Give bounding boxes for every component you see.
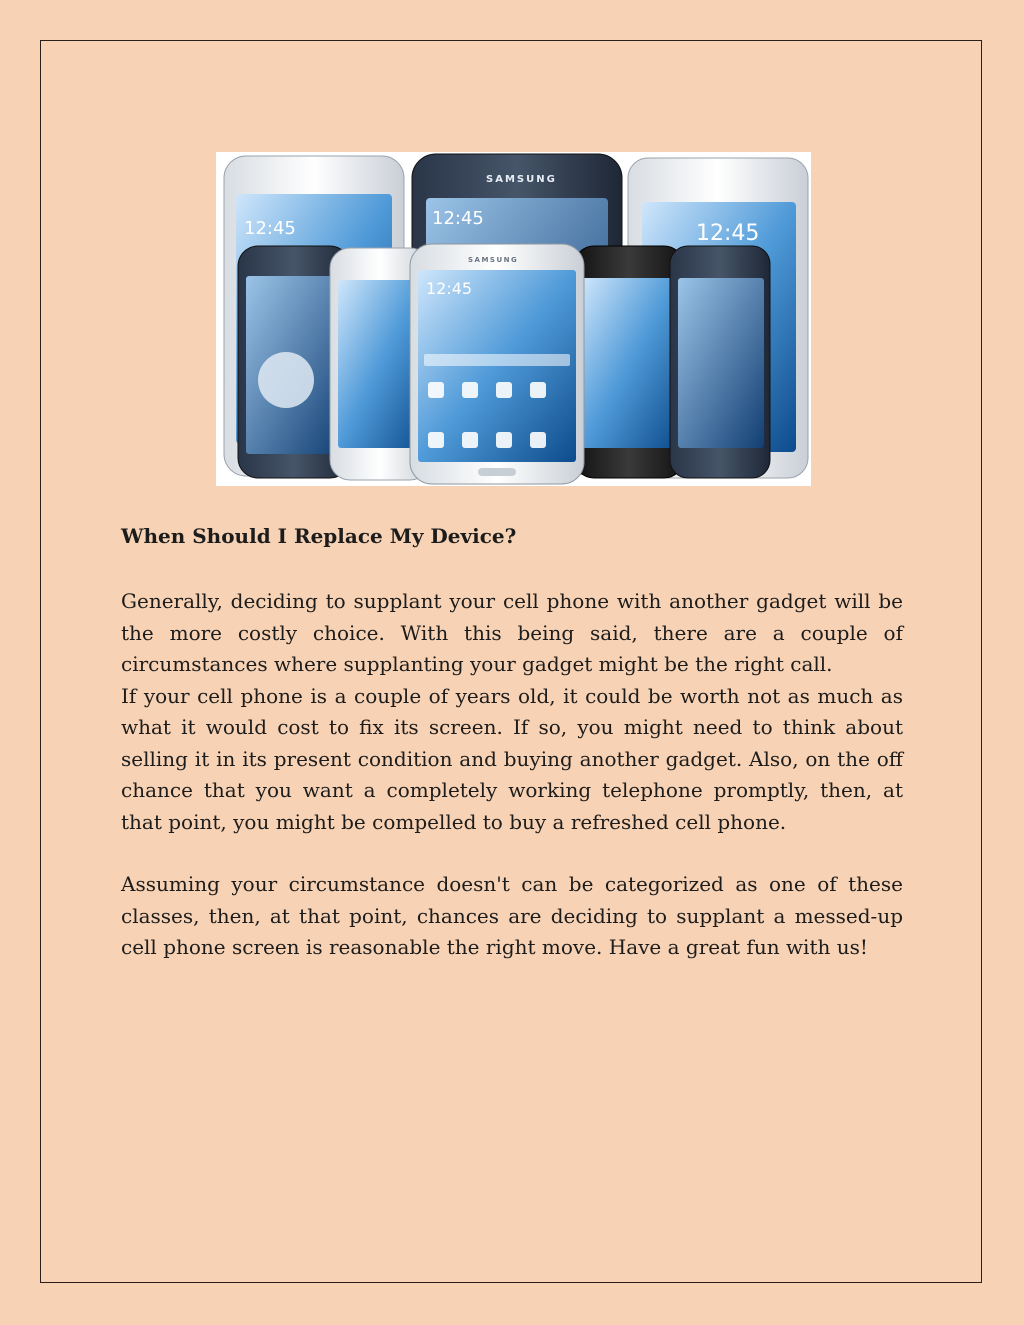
svg-text:12:45: 12:45 — [432, 208, 484, 229]
svg-text:12:45: 12:45 — [696, 221, 760, 246]
phone-front-4 — [670, 246, 770, 478]
paragraph-3: Assuming your circumstance doesn't can be categorized as one of these classes, then, at that point, chances are deciding to supplant a messed-up cell phone screen is reasonable the right move. Have a great fun with us! — [121, 872, 903, 959]
article — [121, 520, 903, 964]
paragraph-2: If your cell phone is a couple of years old, it could be worth not as much as what it would cost to fix its screen. If so, you might need to think about selling it in its present condition and buying another gadget. Also, on the off chance that you want a completely working telephone promptly, then, at that point, you might be compelled to buy a refreshed cell phone. — [121, 683, 903, 834]
article-heading: When Should I Replace My Device? — [121, 524, 517, 548]
phone-front-3 — [574, 246, 684, 478]
svg-text:12:45: 12:45 — [426, 279, 473, 298]
paragraph-1: Generally, deciding to supplant your cell phone with another gadget will be the more costly choice. With this being said, there are a couple of circumstances where supplanting your gadget might be the right call. — [121, 589, 903, 676]
phones-image — [216, 152, 811, 486]
svg-text:12:45: 12:45 — [244, 218, 296, 239]
svg-text:SAMSUNG: SAMSUNG — [486, 174, 557, 185]
phone-front-center — [410, 244, 584, 484]
svg-text:SAMSUNG: SAMSUNG — [468, 256, 519, 264]
